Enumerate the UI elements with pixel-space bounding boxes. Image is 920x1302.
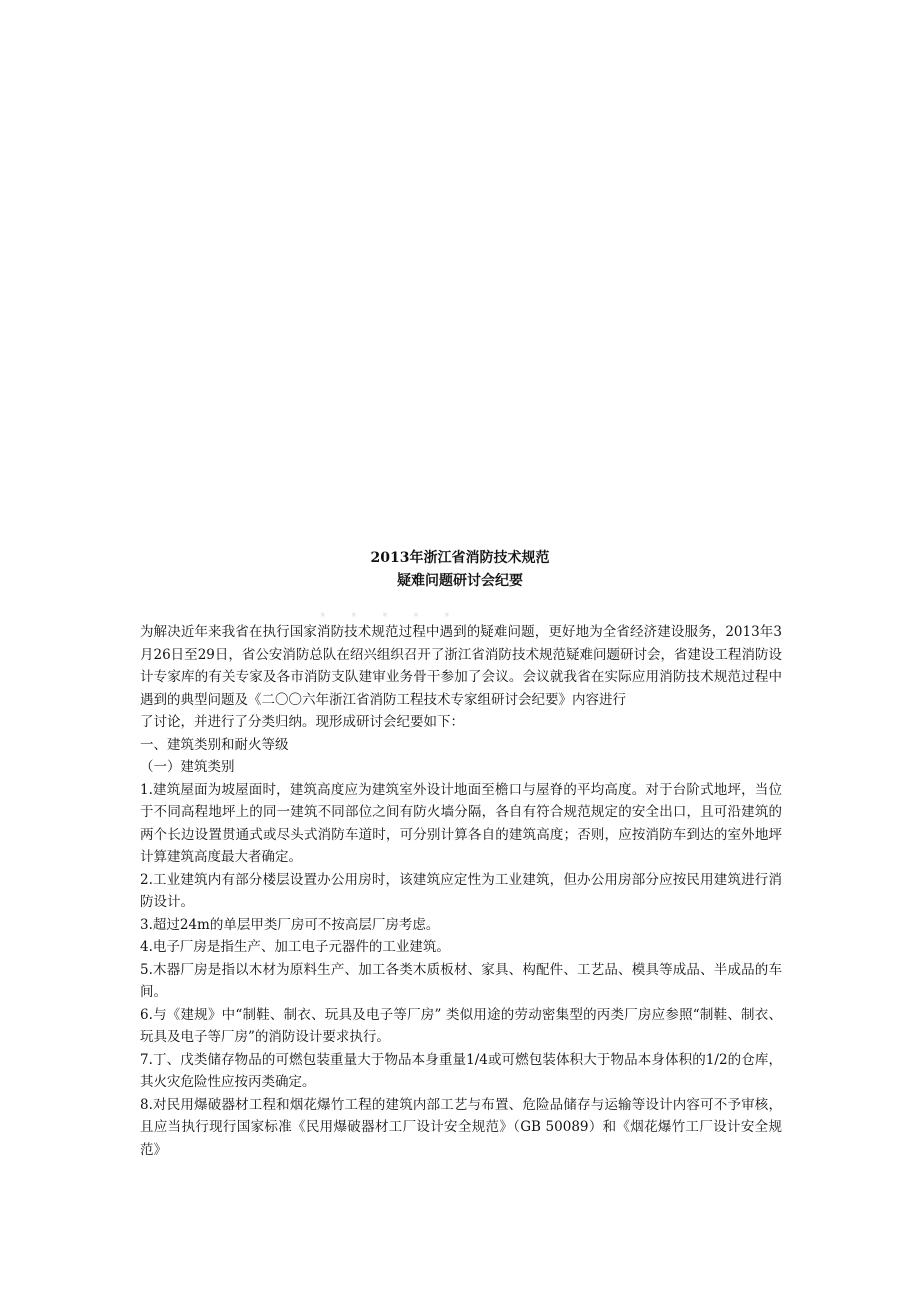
item-8: 8.对民用爆破器材工程和烟花爆竹工程的建筑内部工艺与布置、危险品储存与运输等设计内容可不予审核，且应当执行现行国家标准《民用爆破器材工厂设计安全规范》（GB 50089）和《烟花爆竹工厂设计安全规范》	[140, 1096, 782, 1158]
item-6: 6.与《建规》中“制鞋、制衣、玩具及电子等厂房” 类似用途的劳动密集型的丙类厂房应参照“制鞋、制衣、玩具及电子等厂房”的消防设计要求执行。	[140, 1006, 782, 1045]
item-2: 2.工业建筑内有部分楼层设置办公用房时，该建筑应定性为工业建筑，但办公用房部分应按民用建筑进行消防设计。	[140, 871, 782, 910]
item-7: 7.丁、戊类储存物品的可燃包装重量大于物品本身重量1/4或可燃包装体积大于物品本身体积的1/2的仓库，其火灾危险性应按丙类确定。	[140, 1051, 782, 1090]
item-1: 1.建筑屋面为坡屋面时，建筑高度应为建筑室外设计地面至檐口与屋脊的平均高度。对于台阶式地坪，当位于不同高程地坪上的同一建筑不同部位之间有防火墙分隔，各自有符合规范规定的安全出口，且可沿建筑的两个长边设置贯通式或尽头式消防车道时，可分别计算各自的建筑高度；否则，应按消防车到达的室外地坪计算建筑高度最大者确定。	[140, 781, 782, 865]
title-line-2: 疑难问题研讨会纪要	[397, 573, 523, 589]
item-3: 3.超过24m的单层甲类厂房可不按高层厂房考虑。	[140, 916, 440, 933]
document-title	[0, 547, 920, 593]
paragraph-intro: 为解决近年来我省在执行国家消防技术规范过程中遇到的疑难问题，更好地为全省经济建设服务，2013年3月26日至29日，省公安消防总队在绍兴组织召开了浙江省消防技术规范疑难问题研讨会，省建设工程消防设计专家库的有关专家及各市消防支队建审业务骨干参加了会议。会议就我省在实际应用消防技术规范过程中遇到的典型问题及《二〇〇六年浙江省消防工程技术专家组研讨会纪要》内容进行	[140, 624, 782, 708]
title-line-1: 2013年浙江省消防技术规范	[370, 550, 550, 566]
section-heading: 一、建筑类别和耐火等级	[140, 736, 289, 753]
item-4: 4.电子厂房是指生产、加工电子元器件的工业建筑。	[140, 939, 450, 955]
document-body	[140, 621, 782, 1161]
watermark: · · · · ·	[318, 598, 458, 633]
item-5: 5.木器厂房是指以木材为原料生产、加工各类木质板材、家具、构配件、工艺品、模具等成品、半成品的车间。	[140, 961, 782, 1000]
subsection-heading: （一）建筑类别	[140, 759, 235, 775]
paragraph-intro-continued: 了讨论，并进行了分类归纳。现形成研讨会纪要如下：	[140, 714, 464, 730]
